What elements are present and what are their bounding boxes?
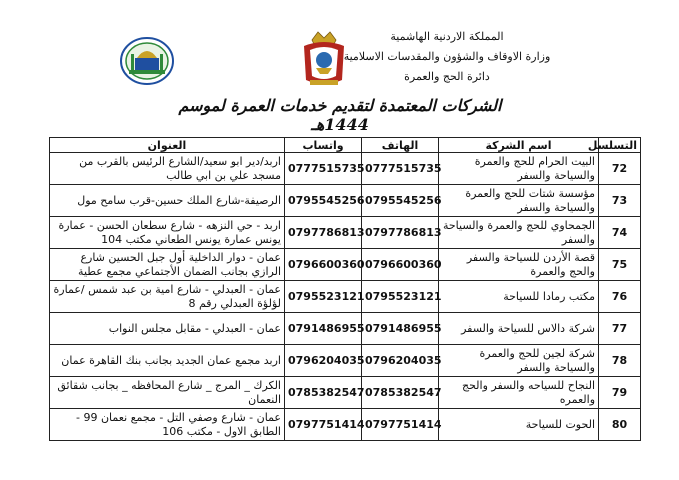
table-row: [50, 153, 641, 185]
serial-cell: 74: [599, 217, 641, 249]
column-header-whatsapp: واتساب: [285, 138, 362, 153]
table-row: [50, 409, 641, 441]
company-name-cell: قصة الأردن للسياحة والسفر والحج والعمرة: [439, 249, 599, 281]
companies-table: [49, 137, 641, 441]
company-name-cell: شركة دالاس للسياحة والسفر: [439, 313, 599, 345]
column-header-serial: التسلسل: [599, 138, 641, 153]
address-cell: عمان - العبدلي - مقابل مجلس النواب: [50, 313, 285, 345]
whatsapp-cell: 0796600360: [285, 249, 362, 281]
company-name-cell: مكتب رمادا للسياحة: [439, 281, 599, 313]
serial-cell: 75: [599, 249, 641, 281]
serial-cell: 78: [599, 345, 641, 377]
whatsapp-cell: 0795523121: [285, 281, 362, 313]
whatsapp-cell: 0795545256: [285, 185, 362, 217]
address-cell: اربد - حي النزهه - شارع سطعان الحسن - عمارة يونس عمارة يونس الطعاني مكتب 104: [50, 217, 285, 249]
table-row: [50, 377, 641, 409]
phone-cell: 0791486955: [362, 313, 439, 345]
table-row: [50, 217, 641, 249]
company-name-cell: مؤسسة شتات للحج والعمرة والسياحة والسفر: [439, 185, 599, 217]
ministry-logo: [119, 36, 175, 86]
phone-cell: 0785382547: [362, 377, 439, 409]
table-header-row: [50, 138, 641, 153]
serial-cell: 80: [599, 409, 641, 441]
whatsapp-cell: 0791486955: [285, 313, 362, 345]
address-cell: اربد مجمع عمان الجديد بجانب بنك القاهرة عمان: [50, 345, 285, 377]
company-name-cell: الجمحاوي للحج والعمرة والسياحة والسفر: [439, 217, 599, 249]
whatsapp-cell: 0797786813: [285, 217, 362, 249]
phone-cell: 0796204035: [362, 345, 439, 377]
serial-cell: 72: [599, 153, 641, 185]
phone-cell: 0797786813: [362, 217, 439, 249]
department-name: دائرة الحج والعمرة: [404, 70, 490, 83]
address-cell: عمان - شارع وصفي التل - مجمع نعمان 99 - الطابق الاول - مكتب 106: [50, 409, 285, 441]
phone-cell: 0777515735: [362, 153, 439, 185]
address-cell: عمان - دوار الداخلية أول جبل الحسين شارع الرازي بجانب الضمان الأجتماعي مجمع عطية: [50, 249, 285, 281]
address-cell: اربد/دير ابو سعيد/الشارع الرئيس بالقرب من مسجد علي بن ابي طالب: [50, 153, 285, 185]
phone-cell: 0795545256: [362, 185, 439, 217]
whatsapp-cell: 0797751414: [285, 409, 362, 441]
table-row: [50, 249, 641, 281]
serial-cell: 76: [599, 281, 641, 313]
whatsapp-cell: 0796204035: [285, 345, 362, 377]
kingdom-name: المملكة الاردنية الهاشمية: [390, 30, 504, 43]
company-name-cell: النجاح للسياحه والسفر والحج والعمره: [439, 377, 599, 409]
company-name-cell: الحوت للسياحة: [439, 409, 599, 441]
column-header-address: العنوان: [50, 138, 285, 153]
company-name-cell: البيت الحرام للحج والعمرة والسياحة والسفر: [439, 153, 599, 185]
document-title: الشركات المعتمدة لتقديم خدمات العمرة لموسم 1444هـ: [178, 96, 502, 134]
phone-cell: 0797751414: [362, 409, 439, 441]
table-row: [50, 185, 641, 217]
address-cell: عمان - العبدلي - شارع امية بن عبد شمس /عمارة لؤلؤة العبدلي رقم 8: [50, 281, 285, 313]
phone-cell: 0796600360: [362, 249, 439, 281]
ministry-header: [327, 27, 567, 87]
serial-cell: 73: [599, 185, 641, 217]
serial-cell: 79: [599, 377, 641, 409]
serial-cell: 77: [599, 313, 641, 345]
whatsapp-cell: 0785382547: [285, 377, 362, 409]
column-header-company: اسم الشركة: [439, 138, 599, 153]
address-cell: الرصيفة-شارع الملك حسين-قرب سامح مول: [50, 185, 285, 217]
table-row: [50, 345, 641, 377]
address-cell: الكرك _ المرج _ شارع المحافظه _ بجانب شقائق النعمان: [50, 377, 285, 409]
table-row: [50, 281, 641, 313]
table-row: [50, 313, 641, 345]
column-header-phone: الهاتف: [362, 138, 439, 153]
whatsapp-cell: 0777515735: [285, 153, 362, 185]
company-name-cell: شركة لجين للحج والعمرة والسياحة والسفر: [439, 345, 599, 377]
phone-cell: 0795523121: [362, 281, 439, 313]
ministry-name: وزارة الاوقاف والشؤون والمقدسات الاسلامية: [343, 50, 551, 63]
